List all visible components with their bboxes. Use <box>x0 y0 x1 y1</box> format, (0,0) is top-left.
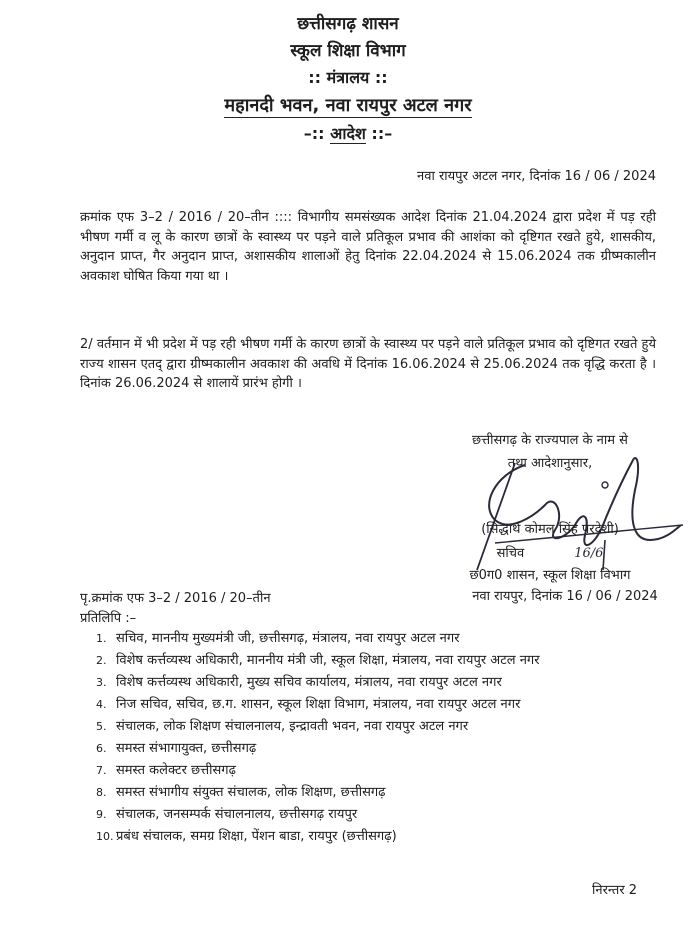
list-item-number: 1. <box>96 632 107 645</box>
list-item-number: 7. <box>96 764 107 777</box>
list-item <box>96 716 540 738</box>
list-item-number: 8. <box>96 786 107 799</box>
list-item <box>96 826 540 848</box>
list-item-text: संचालक, जनसम्पर्क संचालनालय, छत्तीसगढ़ रायपुर <box>116 807 358 822</box>
signature-order-line: तथा आदेशानुसार, <box>507 456 593 471</box>
order-dateline: नवा रायपुर अटल नगर, दिनांक 16 / 06 / 2024 <box>417 169 656 184</box>
list-item <box>96 782 540 804</box>
signature-authority-line: छत्तीसगढ़ के राज्यपाल के नाम से <box>472 433 628 448</box>
endorsement-number: पृ.क्रमांक एफ 3–2 / 2016 / 20–तीन <box>80 591 271 606</box>
copy-to-label: प्रतिलिपि :– <box>80 611 137 626</box>
department-name: स्कूल शिक्षा विभाग <box>290 41 406 61</box>
list-item <box>96 694 540 716</box>
list-item <box>96 672 540 694</box>
order-title: आदेश <box>330 124 366 143</box>
signatory-designation <box>420 543 680 561</box>
list-item-text: निज सचिव, सचिव, छ.ग. शासन, स्कूल शिक्षा विभाग, मंत्रालय, नवा रायपुर अटल नगर <box>116 697 521 712</box>
list-item-text: समस्त संभागायुक्त, छत्तीसगढ़ <box>116 741 257 756</box>
list-item-text: सचिव, माननीय मुख्यमंत्री जी, छत्तीसगढ़, मंत्रालय, नवा रायपुर अटल नगर <box>116 631 460 646</box>
order-heading <box>0 122 696 144</box>
office-address-text: महानदी भवन, नवा रायपुर अटल नगर <box>224 95 472 116</box>
ministry-label: :: मंत्रालय :: <box>308 68 388 87</box>
list-item-text: संचालक, लोक शिक्षण संचालनालय, इन्द्रावती भवन, नवा रायपुर अटल नगर <box>116 719 469 734</box>
signatory-office: छ0ग0 शासन, स्कूल शिक्षा विभाग <box>469 568 631 583</box>
paragraph-2: 2/ वर्तमान में भी प्रदेश में पड़ रही भीषण गर्मी के कारण छात्रों के स्वास्थ्य पर पड़ने वाले प्रतिकूल प्रभाव को दृष्टिगत रखते हुये राज्य शासन एतद् द्वारा ग्रीष्मकालीन अवकाश की अवधि में दिनांक 16.06.2024 से 25.06.2024 तक वृद्धि करता है । दिनांक 26.06.2024 से शालायें प्रारंभ होगी । <box>80 337 656 391</box>
list-item-number: 6. <box>96 742 107 755</box>
list-item <box>96 738 540 760</box>
list-item-text: समस्त कलेक्टर छत्तीसगढ़ <box>116 763 236 778</box>
list-item <box>96 760 540 782</box>
list-item-number: 9. <box>96 808 107 821</box>
government-name: छत्तीसगढ़ शासन <box>297 14 399 34</box>
signatory-date: नवा रायपुर, दिनांक 16 / 06 / 2024 <box>472 589 658 604</box>
list-item <box>96 628 540 650</box>
list-item <box>96 804 540 826</box>
list-item <box>96 650 540 672</box>
order-heading-suffix: ::– <box>365 124 393 143</box>
list-item-text: विशेष कर्त्तव्यस्थ अधिकारी, माननीय मंत्री जी, स्कूल शिक्षा, मंत्रालय, नवा रायपुर अटल नगर <box>116 653 540 668</box>
list-item-number: 2. <box>96 654 107 667</box>
list-item-text: प्रबंध संचालक, समग्र शिक्षा, पेंशन बाडा, रायपुर (छत्तीसगढ़) <box>116 829 397 844</box>
handwritten-date: 16/6 <box>574 546 604 561</box>
list-item-number: 10. <box>96 830 114 843</box>
continued-marker: निरन्तर 2 <box>592 883 638 898</box>
office-address <box>0 93 696 117</box>
order-heading-prefix: –:: <box>303 124 331 143</box>
list-item-number: 5. <box>96 720 107 733</box>
designation-text: सचिव <box>496 546 525 561</box>
list-item-number: 4. <box>96 698 107 711</box>
list-item-text: विशेष कर्त्तव्यस्थ अधिकारी, मुख्य सचिव कार्यालय, मंत्रालय, नवा रायपुर अटल नगर <box>116 675 502 690</box>
list-item-text: समस्त संभागीय संयुक्त संचालक, लोक शिक्षण, छत्तीसगढ़ <box>116 785 386 800</box>
signatory-name: (सिद्धार्थ कोमल सिंह परदेशी) <box>481 522 619 537</box>
paragraph-1: क्रमांक एफ 3–2 / 2016 / 20–तीन :::: विभागीय समसंख्यक आदेश दिनांक 21.04.2024 द्वारा प्रदेश में पड़ रही भीषण गर्मी व लू के कारण छात्रों के स्वास्थ्य पर पड़ने वाले प्रतिकूल प्रभाव की आशंका को दृष्टिगत रखते हुये, शासकीय, अनुदान प्राप्त, गैर अनुदान प्राप्त, अशासकीय शालाओं हेतु दिनांक 22.04.2024 से 15.06.2024 तक ग्रीष्मकालीन अवकाश घोषित किया गया था । <box>80 210 656 284</box>
recipient-list <box>96 628 540 848</box>
list-item-number: 3. <box>96 676 107 689</box>
